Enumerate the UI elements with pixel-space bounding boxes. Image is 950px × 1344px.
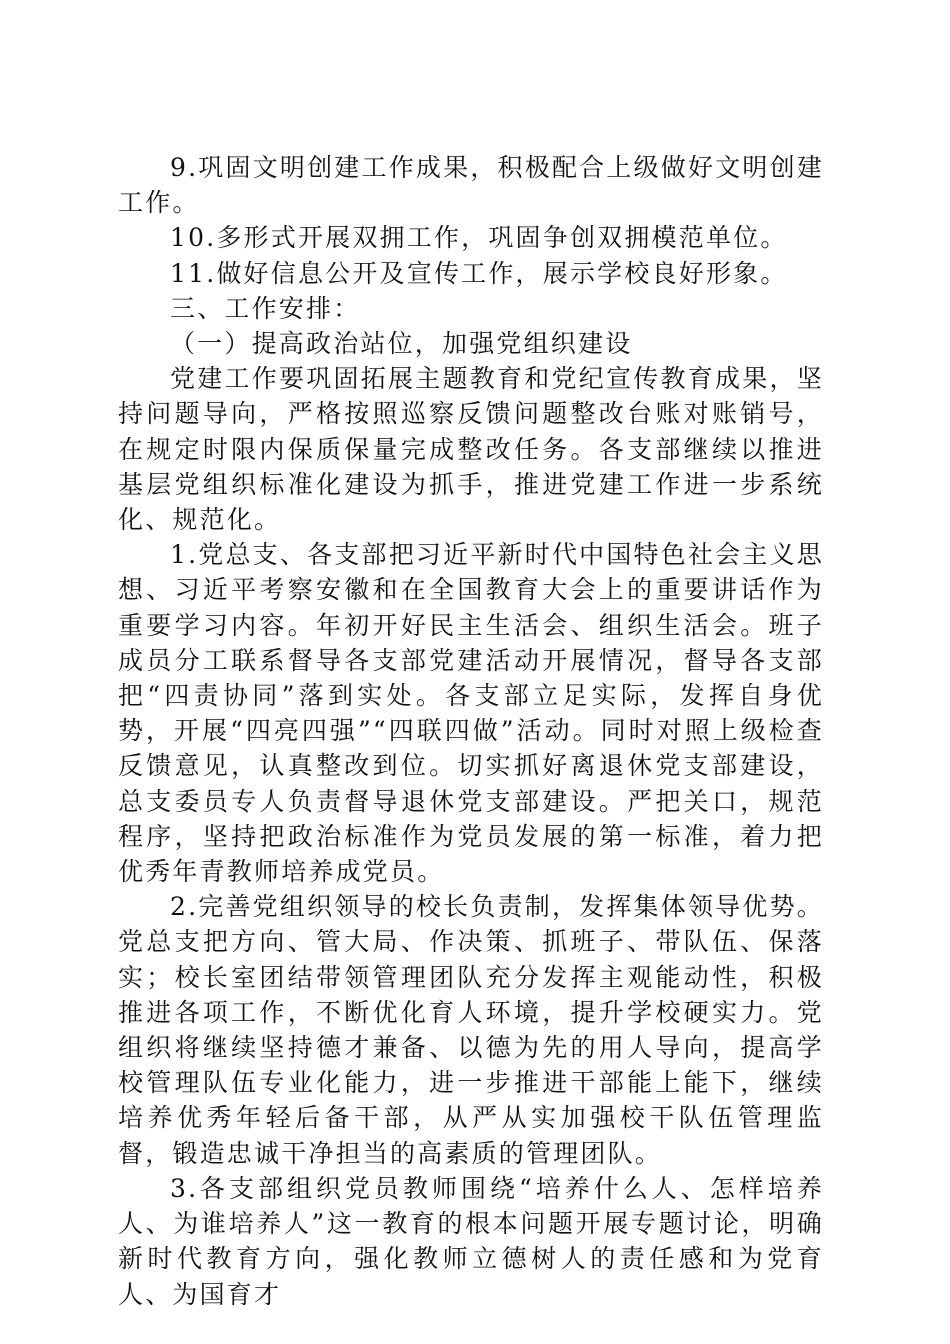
- paragraph-point-1: 1.党总支、各支部把习近平新时代中国特色社会主义思想、习近平考察安徽和在全国教育大会上的重要讲话作为重要学习内容。年初开好民主生活会、组织生活会。班子成员分工联系督导各支部党建活动开展情况，督导各支部把“四责协同”落到实处。各支部立足实际，发挥自身优势，开展“四亮四强”“四联四做”活动。同时对照上级检查反馈意见，认真整改到位。切实抓好离退休党支部建设，总支委员专人负责督导退休党支部建设。严把关口，规范程序，坚持把政治标准作为党员发展的第一标准，着力把优秀年青教师培养成党员。: [118, 540, 824, 887]
- paragraph-item-10: 10.多形式开展双拥工作，巩固争创双拥模范单位。: [170, 223, 788, 253]
- paragraph-party-building-intro: 党建工作要巩固拓展主题教育和党纪宣传教育成果，坚持问题导向，严格按照巡察反馈问题整改台账对账销号，在规定时限内保质保量完成整改任务。各支部继续以推进基层党组织标准化建设为抓手，推进党建工作进一步系统化、规范化。: [118, 364, 824, 535]
- section-heading-work-arrangement: 三、工作安排：: [170, 293, 361, 323]
- paragraph-item-9: 9.巩固文明创建工作成果，积极配合上级做好文明创建工作。: [118, 153, 824, 218]
- paragraph-point-2: 2.完善党组织领导的校长负责制，发挥集体领导优势。党总支把方向、管大局、作决策、抓班子、带队伍、保落实；校长室团结带领管理团队充分发挥主观能动性，积极推进各项工作，不断优化育人环境，提升学校硬实力。党组织将继续坚持德才兼备、以德为先的用人导向，提高学校管理队伍专业化能力，进一步推进干部能上能下，继续培养优秀年轻后备干部，从严从实加强校干队伍管理监督，锻造忠诚干净担当的高素质的管理团队。: [118, 892, 824, 1168]
- subsection-heading-1: （一）提高政治站位，加强党组织建设: [170, 329, 633, 359]
- document-body: [118, 150, 824, 1312]
- paragraph-item-11: 11.做好信息公开及宣传工作，展示学校良好形象。: [170, 258, 788, 288]
- paragraph-point-3: 3.各支部组织党员教师围绕“培养什么人、怎样培养人、为谁培养人”这一教育的根本问题开展专题讨论，明确新时代教育方向，强化教师立德树人的责任感和为党育人、为国育才: [118, 1173, 824, 1309]
